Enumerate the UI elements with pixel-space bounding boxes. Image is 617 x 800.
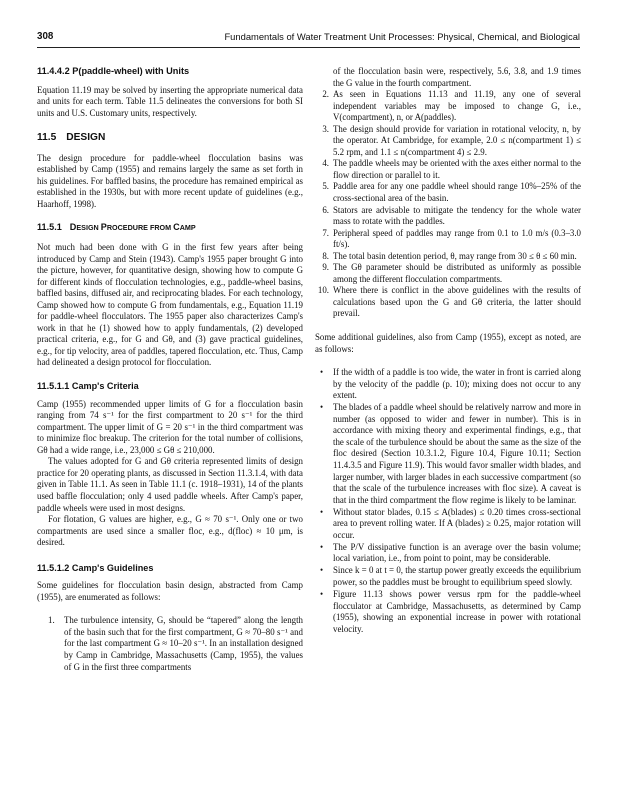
guidelines-list-start <box>37 615 303 673</box>
list-number: 6. <box>322 204 329 215</box>
list-item <box>315 181 581 204</box>
guidelines-list <box>315 66 581 320</box>
bullet-text: The P/V dissipative function is an average over the basin volume; local variation, i.e., from point to point, may be considerable. <box>333 541 581 564</box>
bullet-icon: • <box>320 589 324 600</box>
bullet-item <box>315 402 581 506</box>
spacer <box>315 320 581 332</box>
list-number: 8. <box>322 250 329 261</box>
list-item-text: The Gθ parameter should be distributed as uniformly as possible among the different flocculation compartments. <box>333 262 581 284</box>
page-number: 308 <box>37 31 54 42</box>
section-title: DESIGN <box>66 132 106 144</box>
list-item-text: Paddle area for any one paddle wheel should range 10%–25% of the cross-sectional area of the basin. <box>333 181 581 204</box>
paragraph-additional-guidelines: Some additional guidelines, also from Camp (1955), except as noted, are as follows: <box>315 332 581 354</box>
heading-11-5-1 <box>37 222 303 234</box>
heading-11-5-1-2: 11.5.1.2 Camp's Guidelines <box>37 562 154 573</box>
paragraph-11-5-1-2: Some guidelines for flocculation basin design, abstracted from Camp (1955), are enumerated as follows: <box>37 580 303 602</box>
bullet-item <box>315 367 581 402</box>
list-item-text: As seen in Equations 11.13 and 11.19, any one of several independent variables may be imposed to change G, i.e., V(compartment), n, or A(paddles). <box>333 89 581 123</box>
paragraph-11-5-1: Not much had been done with G in the first few years after being introduced by Camp and Stein (1943). Camp's 1955 paper brought G into the picture, however, for quantitative design, showing how to compute G for different kinds of flocculation technologies, e.g., paddle-wheel basins, baffled basins, diffused air, and reciprocating blades. For each technology, Camp showed how to compute G from fundamentals, e.g., Equation 11.19 for paddle-wheel flocculators. The 1955 paper also characterizes Camp's work in that he (1) showed how to apply fundamentals, (2) developed practical criteria, e.g., for G and Gθ, and (3) gave practical guidelines, e.g., for tip velocity, area of paddles, tapered flocculation, etc. Thus, Camp had delineated a design protocol for flocculation. <box>37 242 303 368</box>
left-column <box>37 66 303 673</box>
heading-cap: P <box>100 222 107 233</box>
bullet-item <box>315 589 581 635</box>
bullet-icon: • <box>320 541 324 552</box>
paragraph-11-5-1-1-b: The values adopted for G and Gθ criteria represented limits of design practice for 20 operating plants, as discussed in Section 11.3.1.4, with data given in Table 11.1. As seen in Table 11.1 (c. 1918–1931), 14 of the plants used baffle flocculation; only 4 used paddle wheels. After Camp's paper, paddle wheels were used in most designs. <box>37 456 303 513</box>
list-number: 4. <box>322 158 329 169</box>
list-number: 1. <box>48 615 55 626</box>
list-number: 10. <box>317 285 329 296</box>
list-item-text: Where there is conflict in the above guidelines with the results of calculations based upon the G and Gθ criteria, the latter should prevail. <box>333 285 581 319</box>
heading-cap: C <box>173 222 180 233</box>
list-item <box>315 124 581 159</box>
list-item <box>315 158 581 181</box>
list-item <box>315 262 581 285</box>
running-head: Fundamentals of Water Treatment Unit Processes: Physical, Chemical, and Biological <box>224 31 580 42</box>
list-number: 2. <box>322 89 329 100</box>
heading-11-5-1-1: 11.5.1.1 Camp's Criteria <box>37 381 139 392</box>
list-item-continuation: of the flocculation basin were, respectively, 5.6, 3.8, and 1.9 times the G value in the fourth compartment. <box>333 66 581 88</box>
heading-11-5 <box>37 132 303 144</box>
heading-11-4-4-2: 11.4.4.2 P(paddle-wheel) with Units <box>37 66 190 76</box>
list-item <box>315 205 581 228</box>
bullet-text: The blades of a paddle wheel should be relatively narrow and more in number (as opposed to wider and fewer in number). This is in accordance with mixing theory and experimental findings, e.g., that the scale of the turbulence should be about the same as the size of the floc desired (Section 10.3.1.2, Figure 10.4, Figure 10.11; Section 11.4.3.5 and Figure 11.9). This would favor smaller width blades, and larger number, with larger blades in each successive compartment (so that the scale of the turbulence increases with floc size). A caveat is that in the third compartment the flow regime is likely to be laminar. <box>333 402 581 505</box>
list-number: 7. <box>322 227 329 238</box>
list-number: 9. <box>322 262 329 273</box>
heading-smallcaps: ESIGN <box>76 223 101 233</box>
bullet-icon: • <box>320 506 324 517</box>
additional-guidelines-list <box>315 367 581 635</box>
list-number: 5. <box>322 181 329 192</box>
list-item-text: Peripheral speed of paddles may range from 0.1 to 1.0 m/s (0.3–3.0 ft/s). <box>333 227 581 250</box>
list-item-text: Stators are advisable to mitigate the tendency for the whole water mass to rotate with the paddles. <box>333 204 581 227</box>
bullet-icon: • <box>320 565 324 576</box>
list-item-text: The total basin detention period, θ, may range from 30 ≤ θ ≤ 60 min. <box>333 250 577 261</box>
paragraph-11-5-1-1-c: For flotation, G values are higher, e.g., G ≈ 70 s⁻¹. Only one or two compartments are used since a smaller floc, e.g., d(floc) ≈ 10 μm, is desired. <box>37 514 303 548</box>
list-item <box>315 89 581 124</box>
bullet-text: If the width of a paddle is too wide, the water in front is carried along by the velocity of the paddle (p. 10); mixing does not occur to any extent. <box>333 367 581 401</box>
paragraph-11-5-1-1-a: Camp (1955) recommended upper limits of G for a flocculation basin ranging from 74 s⁻¹ for the first compartment to 20 s⁻¹ for the third compartment. The upper limit of G = 20 s⁻¹ in the third compartment was to minimize floc breakup. The criterion for the total number of collisions, Gθ had a wide range, i.e., 23,000 ≤ Gθ ≤ 210,000. <box>37 398 303 455</box>
paragraph-11-5: The design procedure for paddle-wheel flocculation basins was established by Camp (1955) and remains largely the same as set forth in his guidelines. For baffled basins, the procedure has remained empirical as established in the 1930s, but with more recent update of guidelines (e.g., Haarhoff, 1998). <box>37 152 303 209</box>
list-item <box>315 228 581 251</box>
heading-smallcaps: AMP <box>179 223 196 233</box>
bullet-item <box>315 542 581 565</box>
section-number: 11.5 <box>37 132 57 144</box>
bullet-icon: • <box>320 367 324 378</box>
bullet-text: Figure 11.13 shows power versus rpm for the paddle-wheel flocculator at Cambridge, Massachusetts, as determined by Camp (1955), showing an exponential increase in power with rotational velocity. <box>333 589 581 634</box>
heading-smallcaps: ROCEDURE FROM <box>106 223 174 233</box>
paragraph-11-4-4-2: Equation 11.19 may be solved by inserting the appropriate numerical data and units for each term. Table 11.5 delineates the conversions for both SI units and U.S. Customary units, respectively. <box>37 84 303 118</box>
bullet-item <box>315 565 581 588</box>
bullet-text: Since k = 0 at t = 0, the startup power greatly exceeds the equilibrium power, so the paddles must be brought to equilibrium speed slowly. <box>333 565 581 587</box>
right-column <box>315 66 581 636</box>
bullet-text: Without stator blades, 0.15 ≤ A(blades) ≤ 0.20 times cross-sectional area to prevent rolling water. If A (blades) ≥ 0.25, major rotation will occur. <box>333 506 581 540</box>
spacer <box>315 355 581 367</box>
list-number: 3. <box>322 123 329 134</box>
section-number: 11.5.1 <box>37 222 62 233</box>
page-header <box>37 31 580 48</box>
list-item <box>315 285 581 320</box>
list-item-text: The design should provide for variation in rotational velocity, n, by the operator. At Cambridge, for example, 2.0 ≤ n(compartment 1) ≤ 5.2 rpm, and 1.1 ≤ n(compartment 4) ≤ 2.9. <box>333 123 581 157</box>
bullet-item <box>315 507 581 542</box>
list-item <box>37 615 303 673</box>
bullet-icon: • <box>320 402 324 413</box>
list-item-text: The paddle wheels may be oriented with the axes either normal to the flow direction or parallel to it. <box>333 158 581 180</box>
list-item <box>315 251 581 263</box>
heading-cap: D <box>69 222 77 233</box>
list-item-text: The turbulence intensity, G, should be “tapered” along the length of the basin such that for the first compartment, G ≈ 70–80 s⁻¹ and for the last compartment G ≈ 10–20 s⁻¹. In an installation designed by Camp in Cambridge, Massachusetts (Camp, 1955), the values of G in the first three compartments <box>64 615 303 672</box>
